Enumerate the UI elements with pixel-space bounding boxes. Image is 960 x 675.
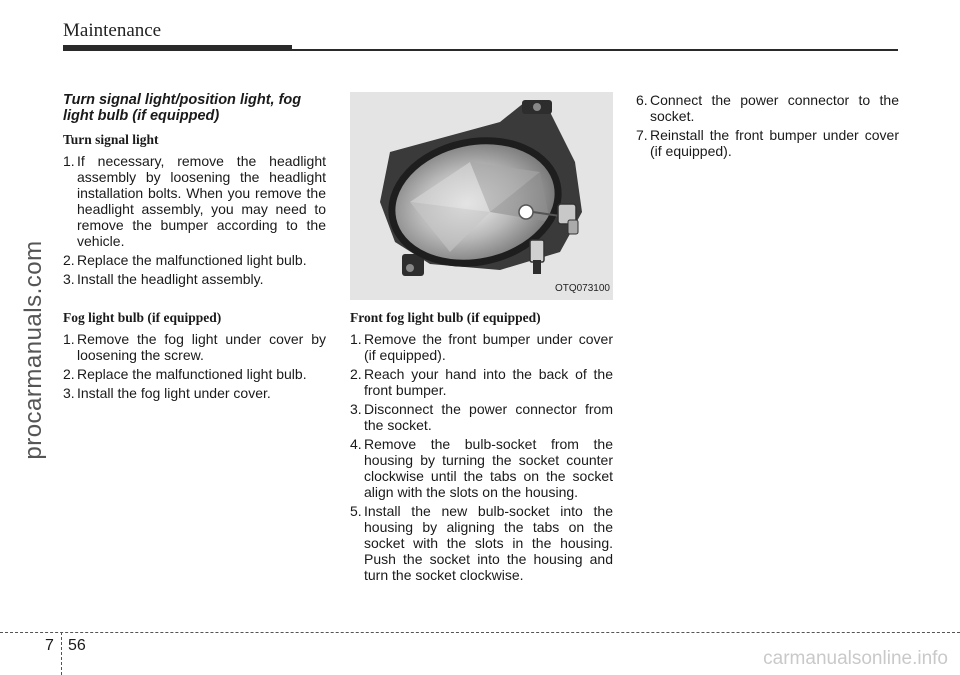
- step-number: 4.: [350, 436, 362, 452]
- front-fog-steps: [350, 331, 613, 583]
- continued-steps: [636, 92, 899, 159]
- step-number: 1.: [350, 331, 362, 347]
- step-number: 1.: [63, 153, 75, 169]
- step-number: 7.: [636, 127, 648, 143]
- step-number: 2.: [350, 366, 362, 382]
- list-item: [350, 503, 613, 583]
- turn-signal-steps: [63, 153, 326, 287]
- step-number: 6.: [636, 92, 648, 108]
- fog-lamp-illustration: [350, 92, 613, 300]
- step-number: 3.: [63, 271, 75, 287]
- list-item: [63, 385, 326, 401]
- page-header-title: Maintenance: [63, 20, 162, 41]
- column-middle: [350, 92, 613, 586]
- chapter-number: 7: [45, 637, 54, 654]
- side-watermark: procarmanuals.com: [20, 240, 47, 460]
- column-right: [636, 92, 899, 162]
- header-rule-thick: [63, 45, 292, 51]
- step-text: Remove the fog light under cover by loosening the screw.: [77, 331, 326, 363]
- list-item: [63, 366, 326, 382]
- step-text: Reinstall the front bumper under cover (if equipped).: [650, 127, 899, 159]
- step-text: Install the new bulb-socket into the housing by aligning the tabs on the socket with the slots in the housing. Push the socket into the housing and turn the socket clockwise.: [364, 503, 613, 583]
- step-text: Disconnect the power connector from the socket.: [364, 401, 613, 433]
- step-text: If necessary, remove the headlight assembly by loosening the headlight installation bolts. When you remove the headlight assembly, you may need to remove the bumper according to the vehicle.: [77, 153, 326, 249]
- page-number: 56: [68, 637, 86, 654]
- list-item: [636, 127, 899, 159]
- step-number: 2.: [63, 366, 75, 382]
- figure-code: OTQ073100: [554, 283, 610, 294]
- front-fog-heading: Front fog light bulb (if equipped): [350, 310, 541, 325]
- list-item: [63, 331, 326, 363]
- step-text: Connect the power connector to the socket.: [650, 92, 899, 124]
- column-left: [63, 92, 326, 404]
- step-number: 1.: [63, 331, 75, 347]
- step-text: Install the headlight assembly.: [77, 271, 264, 287]
- fog-light-steps: [63, 331, 326, 401]
- footer-rule: [0, 632, 960, 633]
- fog-light-heading: Fog light bulb (if equipped): [63, 310, 222, 325]
- step-text: Remove the bulb-socket from the housing by turning the socket counter clockwise until the tabs on the socket align with the slots on the housing.: [364, 436, 613, 500]
- list-item: [350, 436, 613, 500]
- step-number: 5.: [350, 503, 362, 519]
- fog-lamp-figure: [350, 92, 613, 300]
- list-item: [350, 401, 613, 433]
- turn-signal-heading: Turn signal light: [63, 132, 159, 147]
- step-number: 3.: [350, 401, 362, 417]
- step-text: Replace the malfunctioned light bulb.: [77, 366, 307, 382]
- footer-divider: [61, 632, 62, 675]
- step-text: Remove the front bumper under cover (if equipped).: [364, 331, 613, 363]
- step-number: 3.: [63, 385, 75, 401]
- list-item: [63, 252, 326, 268]
- list-item: [636, 92, 899, 124]
- step-text: Replace the malfunctioned light bulb.: [77, 252, 307, 268]
- step-text: Reach your hand into the back of the front bumper.: [364, 366, 613, 398]
- header-rule-thin: [292, 49, 898, 51]
- footer-watermark: carmanualsonline.info: [763, 648, 948, 669]
- list-item: [350, 331, 613, 363]
- step-number: 2.: [63, 252, 75, 268]
- list-item: [63, 271, 326, 287]
- list-item: [63, 153, 326, 249]
- section-title: Turn signal light/position light, fog light bulb (if equipped): [63, 92, 302, 124]
- step-text: Install the fog light under cover.: [77, 385, 271, 401]
- list-item: [350, 366, 613, 398]
